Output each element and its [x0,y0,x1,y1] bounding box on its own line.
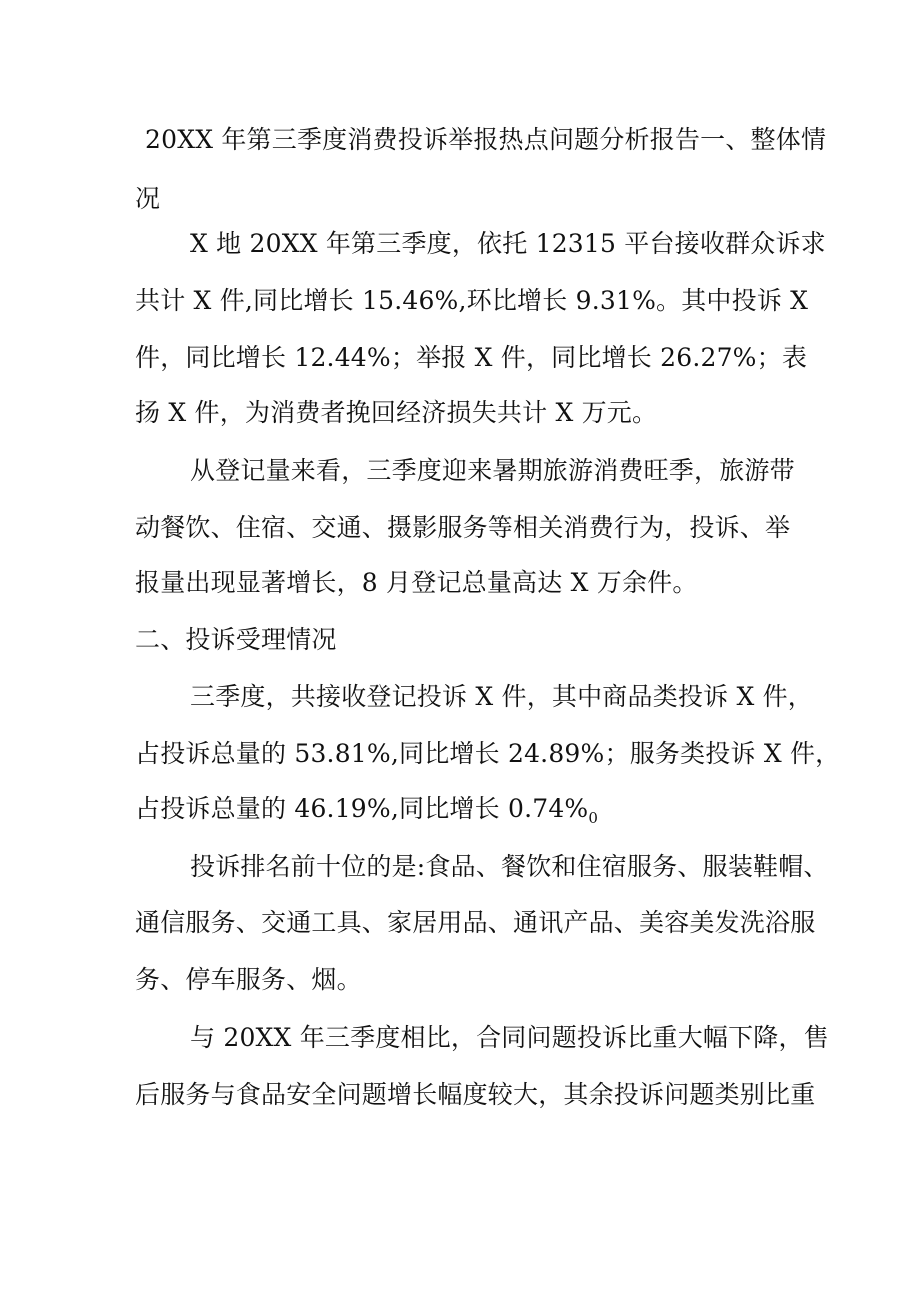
paragraph-5-line-1: 与 20XX 年三季度相比，合同问题投诉比重大幅下降，售 [190,1023,829,1052]
paragraph-2-line-1: 从登记量来看，三季度迎来暑期旅游消费旺季，旅游带 [190,456,795,485]
title-line-1: 20XX 年第三季度消费投诉举报热点问题分析报告一、整体情 [145,125,827,154]
paragraph-3-line-3-text: 占投诉总量的 46.19%,同比增长 0.74% [135,794,589,823]
paragraph-5-line-2: 后服务与食品安全问题增长幅度较大，其余投诉问题类别比重 [135,1080,816,1109]
paragraph-1-line-3: 件，同比增长 12.44%；举报 X 件，同比增长 26.27%；表 [135,343,808,372]
paragraph-4-line-1: 投诉排名前十位的是:食品、餐饮和住宿服务、服装鞋帽、 [190,852,829,881]
paragraph-2-line-2: 动餐饮、住宿、交通、摄影服务等相关消费行为，投诉、举 [135,513,791,542]
paragraph-4-line-2: 通信服务、交通工具、家居用品、通讯产品、美容美发洗浴服 [135,908,816,937]
paragraph-3-line-3-subscript: 0 [588,809,599,827]
paragraph-4-line-3: 务、停车服务、烟。 [135,965,362,994]
paragraph-1-line-1: X 地 20XX 年第三季度，依托 12315 平台接收群众诉求 [190,229,826,258]
section-2-heading: 二、投诉受理情况 [135,625,337,654]
paragraph-3-line-1: 三季度，共接收登记投诉 X 件，其中商品类投诉 X 件， [190,682,813,711]
paragraph-3-line-2: 占投诉总量的 53.81%,同比增长 24.89%；服务类投诉 X 件， [135,739,841,768]
paragraph-1-line-2: 共计 X 件,同比增长 15.46%,环比增长 9.31%。其中投诉 X [135,286,809,315]
paragraph-3-line-3 [135,793,598,825]
paragraph-1-line-4: 扬 X 件，为消费者挽回经济损失共计 X 万元。 [135,398,658,427]
title-line-2: 况 [135,184,161,213]
paragraph-2-line-3: 报量出现显著增长，8 月登记总量高达 X 万余件。 [135,568,698,597]
